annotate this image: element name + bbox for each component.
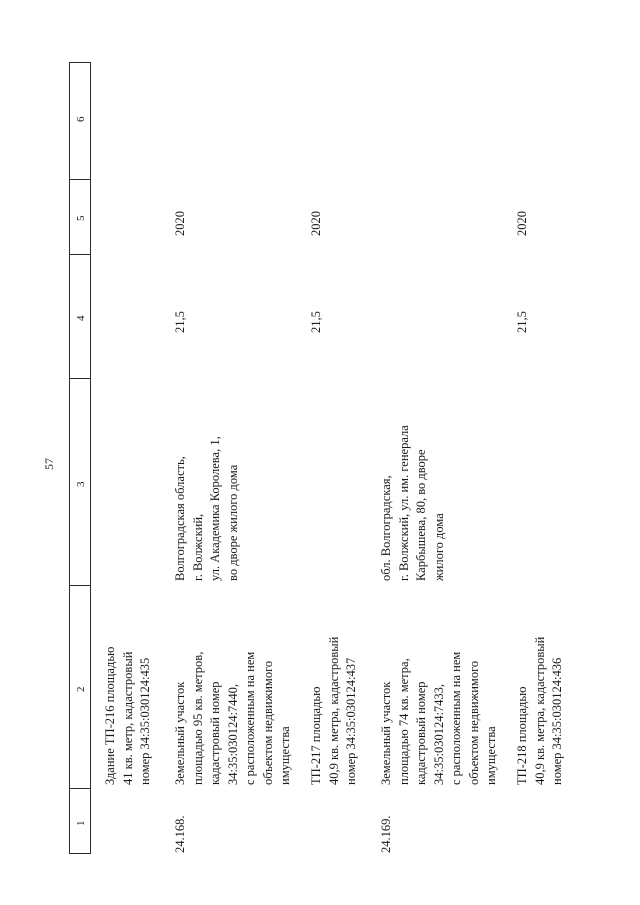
column-header-6: 6 (75, 116, 87, 122)
column-header-1: 1 (75, 820, 87, 826)
column-header-2: 2 (75, 686, 87, 692)
row-3-description: Земельный участок площадью 74 кв. метра, кадастровый номер 34:35:030124:7433, с расположенным на нем объектом недвижимого имущества (379, 651, 498, 785)
col-divider-1-2 (69, 788, 90, 789)
col-divider-4-5 (69, 254, 90, 255)
col-divider-3-4 (69, 378, 90, 379)
column-header-5: 5 (75, 215, 87, 221)
row-1-description: Земельный участок площадью 95 кв. метров, кадастровый номер 34:35:030124:7440, с расположенным на нем объектом недвижимого имущества (173, 651, 292, 785)
row-2-value: 21,5 (309, 311, 323, 333)
row-1-address: Волгоградская область, г. Волжский, ул. Академика Королева, 1, во дворе жилого дома (173, 436, 240, 581)
header-rule-top (69, 62, 70, 854)
row-4-year: 2020 (515, 211, 529, 236)
row-2-year: 2020 (309, 211, 323, 236)
column-header-3: 3 (75, 481, 87, 487)
row-3-number: 24.169. (379, 815, 393, 853)
row-1-value: 21,5 (173, 311, 187, 333)
column-header-4: 4 (75, 315, 87, 321)
row-4-value: 21,5 (515, 311, 529, 333)
row-0-description: Здание ТП-216 площадью 41 кв. метр, кадастровый номер 34:35:030124:435 (103, 646, 152, 785)
col-divider-2-3 (69, 585, 90, 586)
header-rule-bottom (90, 62, 91, 854)
header-right-edge (69, 62, 90, 63)
row-1-year: 2020 (173, 211, 187, 236)
row-2-description: ТП-217 площадью 40,9 кв. метра, кадастровый номер 34:35:030124:437 (309, 636, 358, 785)
col-divider-5-6 (69, 179, 90, 180)
header-left-edge (69, 853, 90, 854)
page-number: 57 (42, 458, 56, 470)
row-1-number: 24.168. (173, 815, 187, 853)
row-4-description: ТП-218 площадью 40,9 кв. метра, кадастровый номер 34:35:030124:436 (515, 636, 564, 785)
row-3-address: обл. Волгоградская, г. Волжский, ул. им. генерала Карбышева, 80, во дворе жилого дома (379, 425, 446, 581)
